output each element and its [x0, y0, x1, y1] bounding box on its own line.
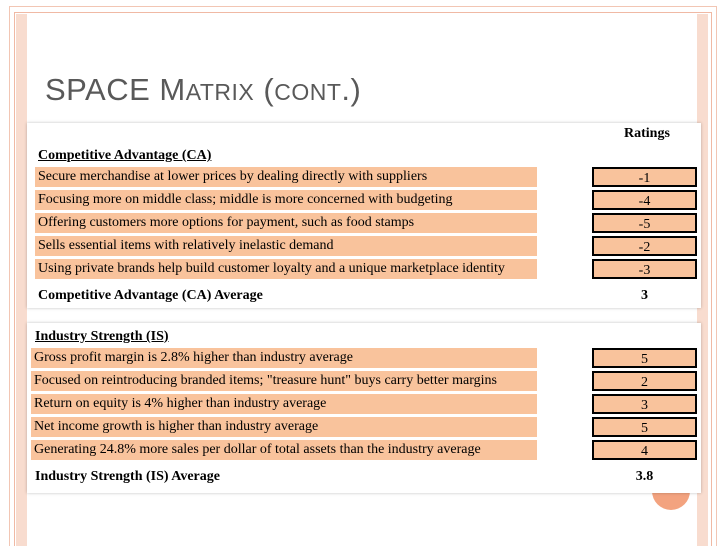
ca-row-text: Focusing more on middle class; middle is more concerned with budgeting	[35, 190, 537, 210]
is-row-text: Gross profit margin is 2.8% higher than industry average	[31, 348, 537, 368]
ca-rating-box: -3	[592, 259, 697, 279]
ca-rating-box: -5	[592, 213, 697, 233]
ca-row-text: Offering customers more options for payment, such as food stamps	[35, 213, 537, 233]
is-average-value: 3.8	[635, 469, 654, 484]
ca-average-label: Competitive Advantage (CA) Average	[38, 288, 263, 303]
is-rating-box: 3	[592, 394, 697, 414]
is-row-text: Focused on reintroducing branded items; "treasure hunt" buys carry better margins	[31, 371, 537, 391]
is-rating-box: 4	[592, 440, 697, 460]
title-part: SPACE M	[45, 72, 186, 107]
ca-average-value: 3	[641, 288, 648, 303]
is-header: Industry Strength (IS)	[35, 329, 169, 344]
is-row-text: Net income growth is higher than industry average	[31, 417, 537, 437]
is-rating-box: 5	[592, 348, 697, 368]
title-part: (	[254, 72, 275, 107]
ca-row-text: Secure merchandise at lower prices by dealing directly with suppliers	[35, 167, 537, 187]
ca-header: Competitive Advantage (CA)	[38, 148, 212, 163]
is-average-label: Industry Strength (IS) Average	[35, 469, 220, 484]
ca-row-text: Using private brands help build customer loyalty and a unique marketplace identity	[35, 259, 537, 279]
title-part-small: CONT	[274, 79, 342, 105]
ca-rating-box: -1	[592, 167, 697, 187]
title-part: .)	[341, 72, 362, 107]
slide-title	[45, 72, 361, 108]
is-rating-box: 5	[592, 417, 697, 437]
ca-table	[27, 123, 701, 308]
is-table	[27, 323, 701, 493]
is-rating-box: 2	[592, 371, 697, 391]
title-part-small: ATRIX	[185, 79, 255, 105]
ca-rating-box: -2	[592, 236, 697, 256]
ca-row-text: Sells essential items with relatively inelastic demand	[35, 236, 537, 256]
ca-rating-box: -4	[592, 190, 697, 210]
is-row-text: Return on equity is 4% higher than industry average	[31, 394, 537, 414]
ratings-header: Ratings	[624, 126, 670, 141]
is-row-text: Generating 24.8% more sales per dollar of total assets than the industry average	[31, 440, 537, 460]
